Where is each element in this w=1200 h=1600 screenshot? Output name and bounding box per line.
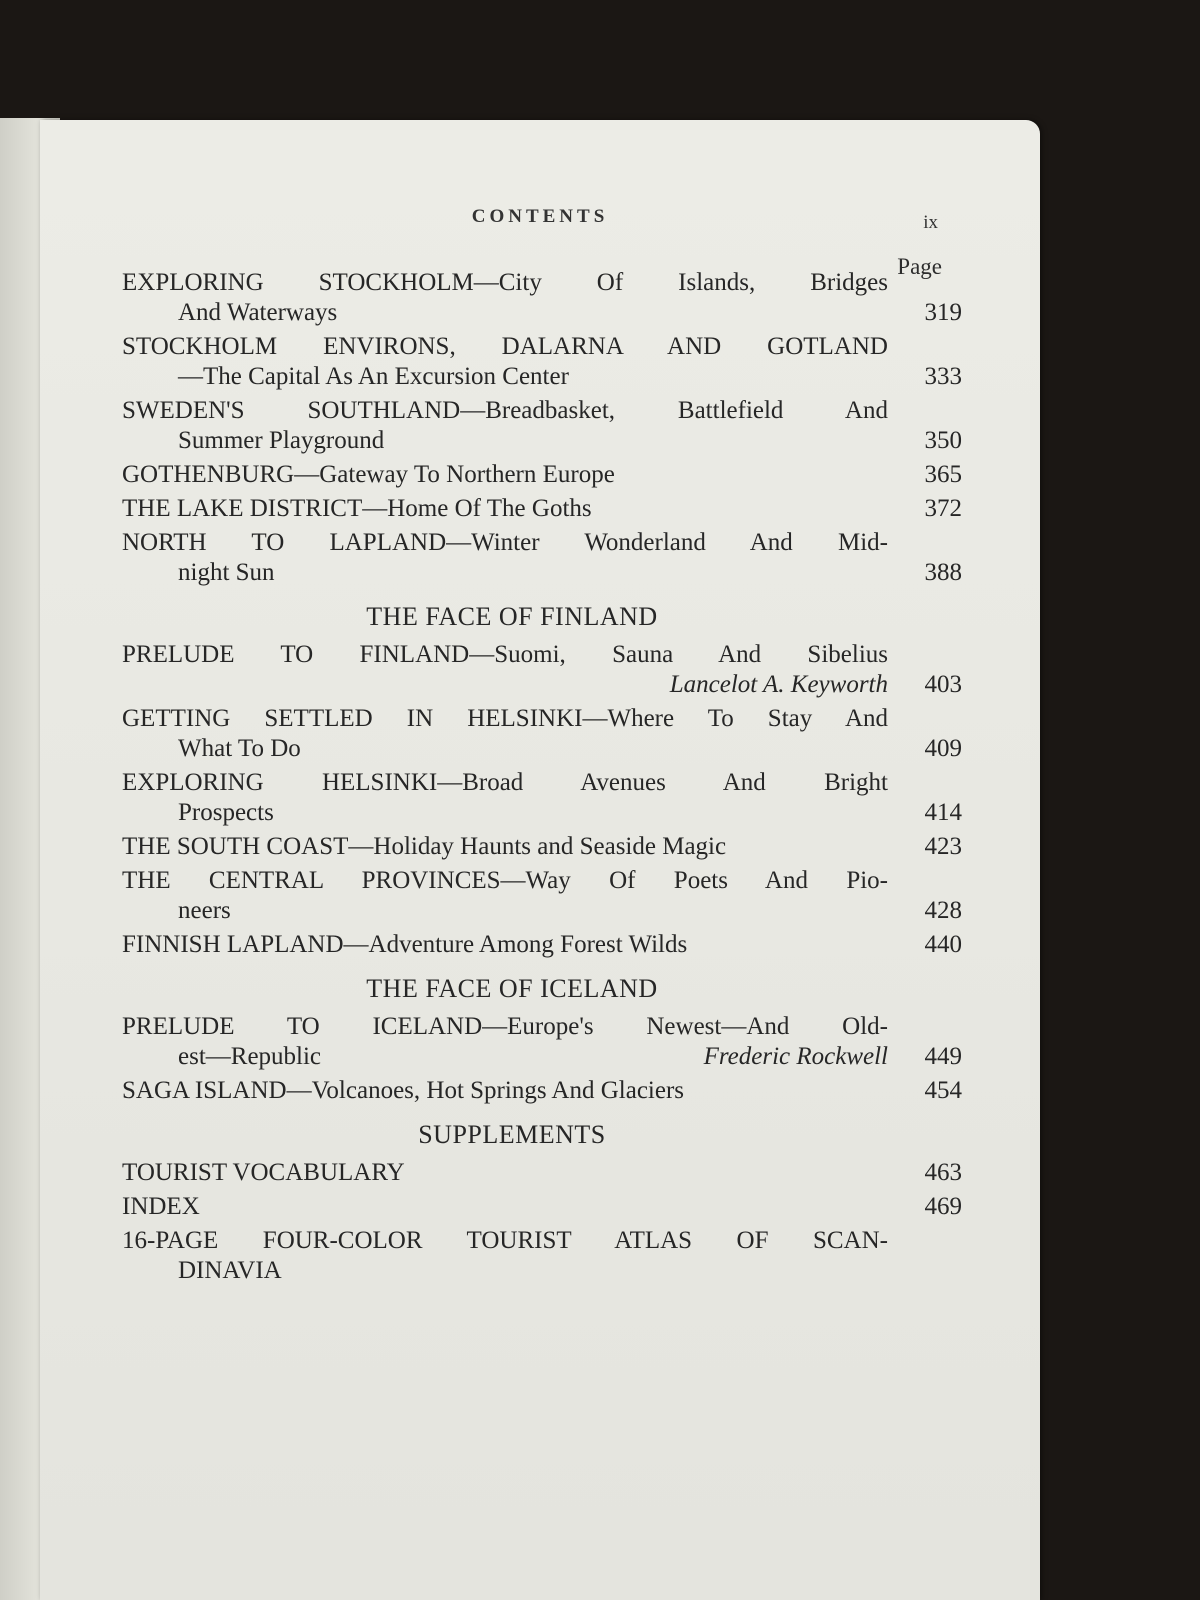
toc-entry (122, 866, 962, 926)
section-title-finland: THE FACE OF FINLAND (366, 602, 658, 631)
entry-title: THE LAKE DISTRICT—Home Of The Goths (122, 495, 592, 522)
entry-title: SWEDEN'S SOUTHLAND—Breadbasket, Battlefield And (122, 397, 888, 424)
entry-title: THE CENTRAL PROVINCES—Way Of Poets And Pio- (122, 867, 888, 894)
entry-title: EXPLORING STOCKHOLM—City Of Islands, Bridges (122, 269, 888, 296)
toc-entry (122, 1192, 962, 1222)
toc-entry (122, 1012, 962, 1072)
toc-entry (122, 1226, 962, 1286)
entry-page: 449 (924, 1043, 962, 1070)
entry-page: 350 (924, 427, 962, 454)
entry-author: Frederic Rockwell (703, 1043, 888, 1070)
entry-title: GOTHENBURG—Gateway To Northern Europe (122, 461, 615, 488)
toc-entry (122, 640, 962, 700)
entry-title: PRELUDE TO ICELAND—Europe's Newest—And Old- (122, 1013, 888, 1040)
toc-entry (122, 396, 962, 456)
entry-subtitle-row (122, 1042, 888, 1072)
page-number: ix (923, 212, 938, 233)
entry-title: NORTH TO LAPLAND—Winter Wonderland And Mid- (122, 529, 888, 556)
entry-subtitle: DINAVIA (178, 1257, 282, 1284)
entry-subtitle: est—Republic (178, 1043, 322, 1070)
entry-page: 333 (924, 363, 962, 390)
entry-title: STOCKHOLM ENVIRONS, DALARNA AND GOTLAND (122, 333, 888, 360)
entry-page: 423 (924, 833, 962, 860)
entry-subtitle: neers (178, 897, 231, 924)
entry-page: 365 (924, 461, 962, 488)
running-head: CONTENTS (471, 206, 609, 227)
page-column-heading: Page (897, 254, 942, 279)
entry-page: 469 (924, 1193, 962, 1220)
entry-page: 454 (924, 1077, 962, 1104)
entry-page: 388 (924, 559, 962, 586)
toc-entry (122, 768, 962, 828)
toc-entry (122, 930, 962, 960)
entry-title: 16-PAGE FOUR-COLOR TOURIST ATLAS OF SCAN- (122, 1227, 888, 1254)
entry-title: THE SOUTH COAST—Holiday Haunts and Seaside Magic (122, 833, 727, 860)
entry-subtitle: What To Do (178, 735, 301, 762)
entry-title: GETTING SETTLED IN HELSINKI—Where To Stay And (122, 705, 888, 732)
entry-subtitle: Summer Playground (178, 427, 385, 454)
table-of-contents (122, 268, 962, 1290)
entry-author: Lancelot A. Keyworth (669, 671, 888, 698)
toc-entry (122, 460, 962, 490)
entry-title: INDEX (122, 1193, 200, 1220)
toc-entry (122, 268, 962, 328)
entry-page: 440 (924, 931, 962, 958)
entry-page: 463 (924, 1159, 962, 1186)
section-title-iceland: THE FACE OF ICELAND (366, 974, 658, 1003)
entry-page: 319 (924, 299, 962, 326)
toc-entry (122, 832, 962, 862)
entry-subtitle: —The Capital As An Excursion Center (178, 363, 569, 390)
toc-entry (122, 332, 962, 392)
entry-subtitle: And Waterways (178, 299, 338, 326)
book-page (40, 120, 1040, 1600)
toc-entry (122, 1076, 962, 1106)
entry-title: TOURIST VOCABULARY (122, 1159, 405, 1186)
entry-subtitle: Prospects (178, 799, 274, 826)
entry-page: 414 (924, 799, 962, 826)
entry-title: FINNISH LAPLAND—Adventure Among Forest Wilds (122, 931, 688, 958)
entry-title: PRELUDE TO FINLAND—Suomi, Sauna And Sibelius (122, 641, 888, 668)
entry-page: 428 (924, 897, 962, 924)
entry-title: SAGA ISLAND—Volcanoes, Hot Springs And Glaciers (122, 1077, 685, 1104)
entry-subtitle: night Sun (178, 559, 275, 586)
section-title-supplements: SUPPLEMENTS (418, 1120, 606, 1149)
entry-page: 409 (924, 735, 962, 762)
toc-entry (122, 494, 962, 524)
entry-title: EXPLORING HELSINKI—Broad Avenues And Bright (122, 769, 888, 796)
toc-entry (122, 704, 962, 764)
toc-entry (122, 1158, 962, 1188)
entry-page: 403 (924, 671, 962, 698)
entry-page: 372 (924, 495, 962, 522)
toc-entry (122, 528, 962, 588)
